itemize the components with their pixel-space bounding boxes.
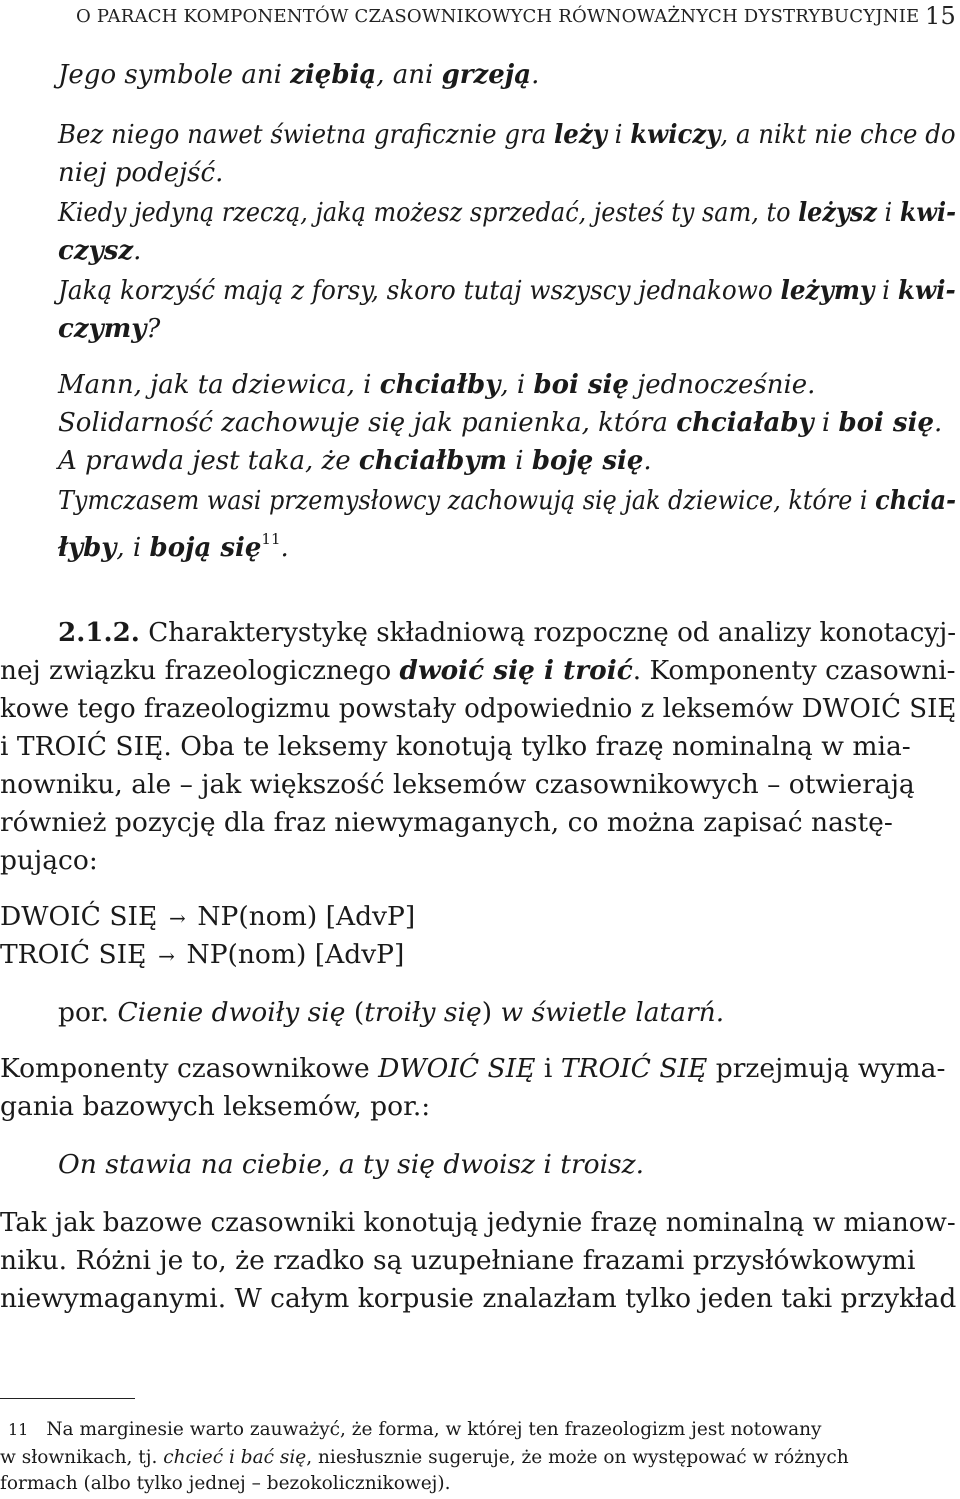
footnote-rule bbox=[0, 1398, 135, 1399]
paragraph-line: Tak jak bazowe czasowniki konotują jedynie frazę nominalną w mianow- bbox=[0, 1207, 956, 1238]
example-line: Jego symbole ani ziębią, ani grzeją. bbox=[58, 60, 540, 90]
paragraph-line: nowniku, ale – jak większość leksemów czasownikowych – otwierają bbox=[0, 769, 915, 800]
footnote-line: formach (albo tylko jednej – bezokolicznikowej). bbox=[0, 1473, 451, 1494]
footnote-line: w słownikach, tj. chcieć i bać się, niesłusznie sugeruje, że może on występować w różnych bbox=[0, 1447, 849, 1468]
example-line: Solidarność zachowuje się jak panienka, która chciałaby i boi się. bbox=[58, 408, 943, 438]
example-line: niej podejść. bbox=[58, 158, 224, 188]
arrow-icon: → bbox=[158, 944, 175, 968]
paragraph-line: gania bazowych leksemów, por.: bbox=[0, 1091, 431, 1122]
running-head-title: O PARACH KOMPONENTÓW CZASOWNIKOWYCH RÓWNOWAŻNYCH DYSTRYBUCYJNIE bbox=[76, 6, 920, 27]
example-line: Bez niego nawet świetna graficznie gra leży i kwiczy, a nikt nie chce do bbox=[58, 120, 956, 150]
section-number: 2.1.2. bbox=[58, 617, 140, 648]
example-line: por. Cienie dwoiły się (troiły się) w świetle latarń. bbox=[58, 997, 725, 1028]
paragraph-line: pująco: bbox=[0, 845, 98, 876]
example-line: Kiedy jedyną rzeczą, jaką możesz sprzedać, jesteś ty sam, to leżysz i kwi- bbox=[58, 198, 957, 228]
paragraph-line: kowe tego frazeologizmu powstały odpowiednio z leksemów DWOIĆ SIĘ bbox=[0, 693, 957, 724]
footnote-line: 11 Na marginesie warto zauważyć, że forma, w której ten frazeologizm jest notowany bbox=[8, 1419, 822, 1440]
paragraph-line: nej związku frazeologicznego dwoić się i troić. Komponenty czasowni- bbox=[0, 655, 956, 686]
example-line: A prawda jest taka, że chciałbym i boję się. bbox=[58, 446, 652, 476]
paragraph-line: niewymaganymi. W całym korpusie znalazłam tylko jeden taki przykład bbox=[0, 1283, 957, 1314]
example-line: Mann, jak ta dziewica, i chciałby, i boi się jednocześnie. bbox=[58, 370, 816, 400]
example-line: On stawia na ciebie, a ty się dwoisz i troisz. bbox=[58, 1149, 645, 1180]
paragraph-line: 2.1.2. Charakterystykę składniową rozpocznę od analizy konotacyj- bbox=[58, 617, 957, 648]
arrow-icon: → bbox=[168, 906, 186, 930]
running-head bbox=[76, 4, 956, 28]
page-number: 15 bbox=[925, 2, 956, 30]
paragraph-line: i TROIĆ SIĘ. Oba te leksemy konotują tylko frazę nominalną w mia- bbox=[0, 731, 911, 762]
paragraph-line: Komponenty czasownikowe DWOIĆ SIĘ i TROIĆ SIĘ przejmują wyma- bbox=[0, 1053, 946, 1084]
paragraph-line: niku. Różni je to, że rzadko są uzupełniane frazami przysłówkowymi bbox=[0, 1245, 916, 1276]
example-line: Tymczasem wasi przemysłowcy zachowują się jak dziewice, które i chcia- bbox=[58, 486, 957, 516]
formula-line: TROIĆ SIĘ → NP(nom) [AdvP] bbox=[0, 936, 404, 975]
example-line: czysz. bbox=[58, 236, 142, 266]
example-line: czymy? bbox=[58, 314, 161, 344]
formula-line: DWOIĆ SIĘ → NP(nom) [AdvP] bbox=[0, 898, 415, 937]
footnote-number: 11 bbox=[8, 1420, 29, 1439]
paragraph-line: również pozycję dla fraz niewymaganych, co można zapisać nastę- bbox=[0, 807, 893, 838]
example-line: Jaką korzyść mają z forsy, skoro tutaj wszyscy jednakowo leżymy i kwi- bbox=[58, 276, 956, 306]
example-line: łyby, i boją się$^{11}$. bbox=[58, 530, 289, 563]
footnote-ref: 11 bbox=[261, 530, 281, 548]
